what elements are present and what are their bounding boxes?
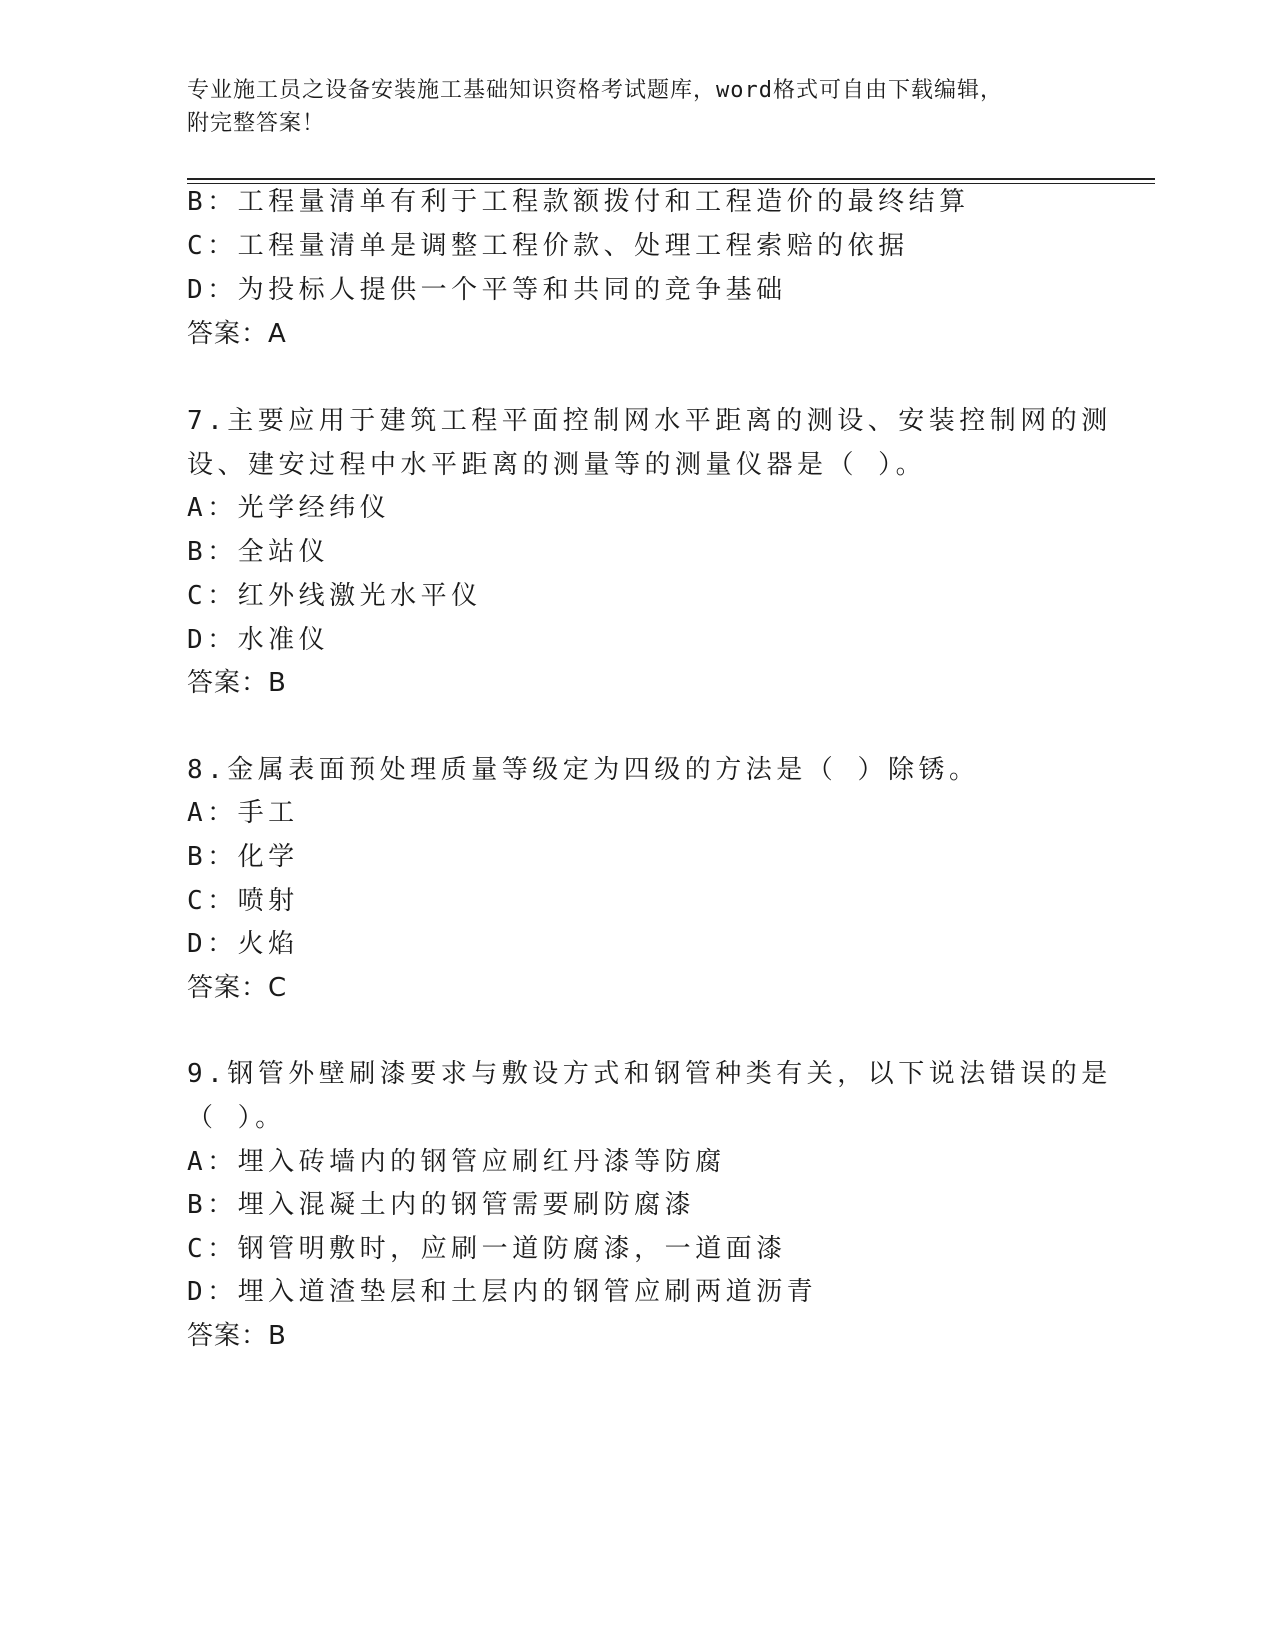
q7-option-d: D：水准仪 xyxy=(187,625,330,655)
header-line-1: 专业施工员之设备安装施工基础知识资格考试题库，word格式可自由下载编辑， xyxy=(187,78,1003,103)
q9-option-a: A：埋入砖墙内的钢管应刷红丹漆等防腐 xyxy=(187,1147,726,1177)
document-header xyxy=(187,74,1087,140)
q9-stem-line-2: （ ）。 xyxy=(187,1103,286,1133)
q6-option-b: B：工程量清单有利于工程款额拨付和工程造价的最终结算 xyxy=(187,187,970,217)
q8-option-d: D：火焰 xyxy=(187,929,299,959)
q8-stem: 8.金属表面预处理质量等级定为四级的方法是（ ）除锈。 xyxy=(187,755,980,785)
q9-option-b: B：埋入混凝土内的钢管需要刷防腐漆 xyxy=(187,1190,696,1220)
q7-stem-line-1: 7.主要应用于建筑工程平面控制网水平距离的测设、安装控制网的测 xyxy=(187,406,1112,436)
q7-answer: 答案：B xyxy=(187,668,287,698)
q7-option-b: B：全站仪 xyxy=(187,537,330,567)
q6-answer: 答案：A xyxy=(187,319,287,349)
q9-answer: 答案：B xyxy=(187,1321,287,1351)
q7-option-a: A：光学经纬仪 xyxy=(187,493,391,523)
q9-option-d: D：埋入道渣垫层和土层内的钢管应刷两道沥青 xyxy=(187,1277,818,1307)
q6-option-d: D：为投标人提供一个平等和共同的竞争基础 xyxy=(187,275,787,305)
header-divider-thick xyxy=(187,178,1155,180)
header-divider-thin xyxy=(187,183,1155,184)
q8-option-b: B：化学 xyxy=(187,842,299,872)
q9-stem-line-1: 9.钢管外壁刷漆要求与敷设方式和钢管种类有关，以下说法错误的是 xyxy=(187,1059,1112,1089)
q9-option-c: C：钢管明敷时，应刷一道防腐漆，一道面漆 xyxy=(187,1234,787,1264)
q7-stem-line-2: 设、建安过程中水平距离的测量等的测量仪器是（ ）。 xyxy=(187,450,927,480)
header-line-2: 附完整答案！ xyxy=(187,111,326,136)
q8-answer: 答案：C xyxy=(187,973,288,1003)
q8-option-a: A：手工 xyxy=(187,798,299,828)
q7-option-c: C：红外线激光水平仪 xyxy=(187,581,482,611)
q6-option-c: C：工程量清单是调整工程价款、处理工程索赔的依据 xyxy=(187,231,909,261)
q8-option-c: C：喷射 xyxy=(187,886,299,916)
